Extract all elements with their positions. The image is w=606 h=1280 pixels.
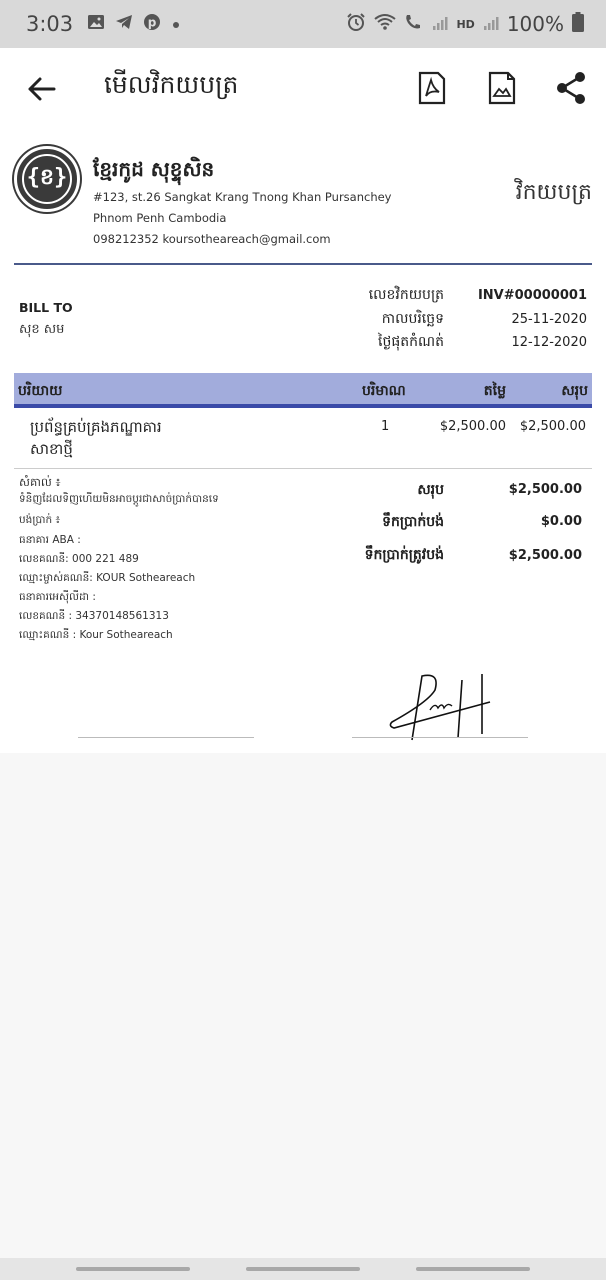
header-description: បរិយាយ <box>18 383 63 399</box>
header-amount: សរុប <box>561 383 588 399</box>
status-time: 3:03 <box>26 12 74 36</box>
table-header <box>14 373 592 408</box>
telegram-icon <box>115 14 133 34</box>
page-title: មើលវិកយបត្រ <box>104 70 239 99</box>
balance-due-label: ទឹកប្រាក់ត្រូវបង់ <box>364 547 444 563</box>
app-bar <box>0 48 606 132</box>
payment-label: បង់ប្រាក់ ៖ <box>19 514 61 526</box>
battery-icon <box>572 12 584 37</box>
seller-signature-line <box>352 737 528 738</box>
document-type: វិកយបត្រ <box>515 180 592 205</box>
network-type: HD <box>456 17 475 31</box>
nav-back-handle[interactable] <box>416 1267 530 1271</box>
back-arrow-icon[interactable] <box>24 74 58 104</box>
company-address: #123, st.26 Sangkat Krang Tnong Khan Pursanchey <box>93 190 392 204</box>
paid-value: $0.00 <box>540 514 582 529</box>
item-description: ប្រព័ន្ធគ្រប់គ្រងភណ្ឌាគារ សាខាថ្មី <box>30 418 162 458</box>
item-price: $2,500.00 <box>439 419 506 434</box>
nav-home-handle[interactable] <box>246 1267 360 1271</box>
balance-due-value: $2,500.00 <box>508 548 582 563</box>
pinterest-icon <box>143 13 161 35</box>
header-quantity: បរិមាណ <box>362 383 406 399</box>
customer-signature-line <box>78 737 254 738</box>
battery-percent: 100% <box>506 12 564 36</box>
bank2-name: ធនាគារអេស៊ីលីដា : <box>19 591 96 603</box>
item-quantity: 1 <box>381 419 390 434</box>
bank2-holder: ឈ្មោះគណនី : Kour Sotheareach <box>19 629 173 641</box>
company-name: ខ្មែរកូដ សុខ្ទុសិន <box>93 157 215 181</box>
company-contact: 098212352 koursotheareach@gmail.com <box>93 232 331 246</box>
status-bar <box>0 0 606 48</box>
wifi-calling-icon <box>404 12 424 36</box>
note-text: ទំនិញដែលទិញហើយមិនអាចប្តូរជាសាច់ប្រាក់បានទេ <box>19 493 219 505</box>
bank2-account: លេខគណនី : 34370148561313 <box>19 610 169 622</box>
image-file-icon[interactable] <box>484 70 520 106</box>
bank1-name: ធនាគារ ABA : <box>19 534 81 546</box>
company-logo <box>14 146 80 212</box>
table-divider <box>14 468 592 469</box>
bill-to-label: BILL TO <box>19 300 73 315</box>
invoice-date-label: កាលបរិច្ឆេទ <box>381 311 444 327</box>
invoice-date-value: 25-11-2020 <box>511 312 587 327</box>
nav-recents-handle[interactable] <box>76 1267 190 1271</box>
invoice-number-label: លេខវិកយបត្រ <box>368 287 444 303</box>
notification-dot-icon <box>171 15 181 34</box>
invoice-document <box>0 132 606 753</box>
system-nav-bar <box>0 1258 606 1280</box>
item-amount: $2,500.00 <box>519 419 586 434</box>
signature-image <box>380 672 500 744</box>
signal-icon <box>432 12 448 36</box>
bank1-account: លេខគណនី: 000 221 489 <box>19 553 139 565</box>
pdf-icon[interactable] <box>414 70 450 106</box>
header-price: តម្លៃ <box>483 383 506 399</box>
due-date-value: 12-12-2020 <box>511 335 587 350</box>
subtotal-label: សរុប <box>417 482 444 498</box>
header-divider <box>14 263 592 265</box>
signal-icon-2 <box>483 12 499 36</box>
bill-to-name: សុខ សម <box>19 322 65 337</box>
due-date-label: ថ្ងៃផុតកំណត់ <box>378 334 444 350</box>
logo-text: {ខ} <box>22 154 72 204</box>
svg-text:p: p <box>147 15 157 30</box>
invoice-number-value: INV#00000001 <box>477 288 587 303</box>
alarm-icon <box>346 12 366 37</box>
gallery-icon <box>87 14 105 34</box>
note-label: សំគាល់ ៖ <box>19 475 61 489</box>
share-icon[interactable] <box>553 70 589 106</box>
bank1-holder: ឈ្មោះម្ចាស់គណនី: KOUR Sotheareach <box>19 572 196 584</box>
wifi-icon <box>374 12 396 36</box>
paid-label: ទឹកប្រាក់បង់ <box>382 514 444 530</box>
subtotal-value: $2,500.00 <box>508 482 582 497</box>
company-city: Phnom Penh Cambodia <box>93 211 227 225</box>
